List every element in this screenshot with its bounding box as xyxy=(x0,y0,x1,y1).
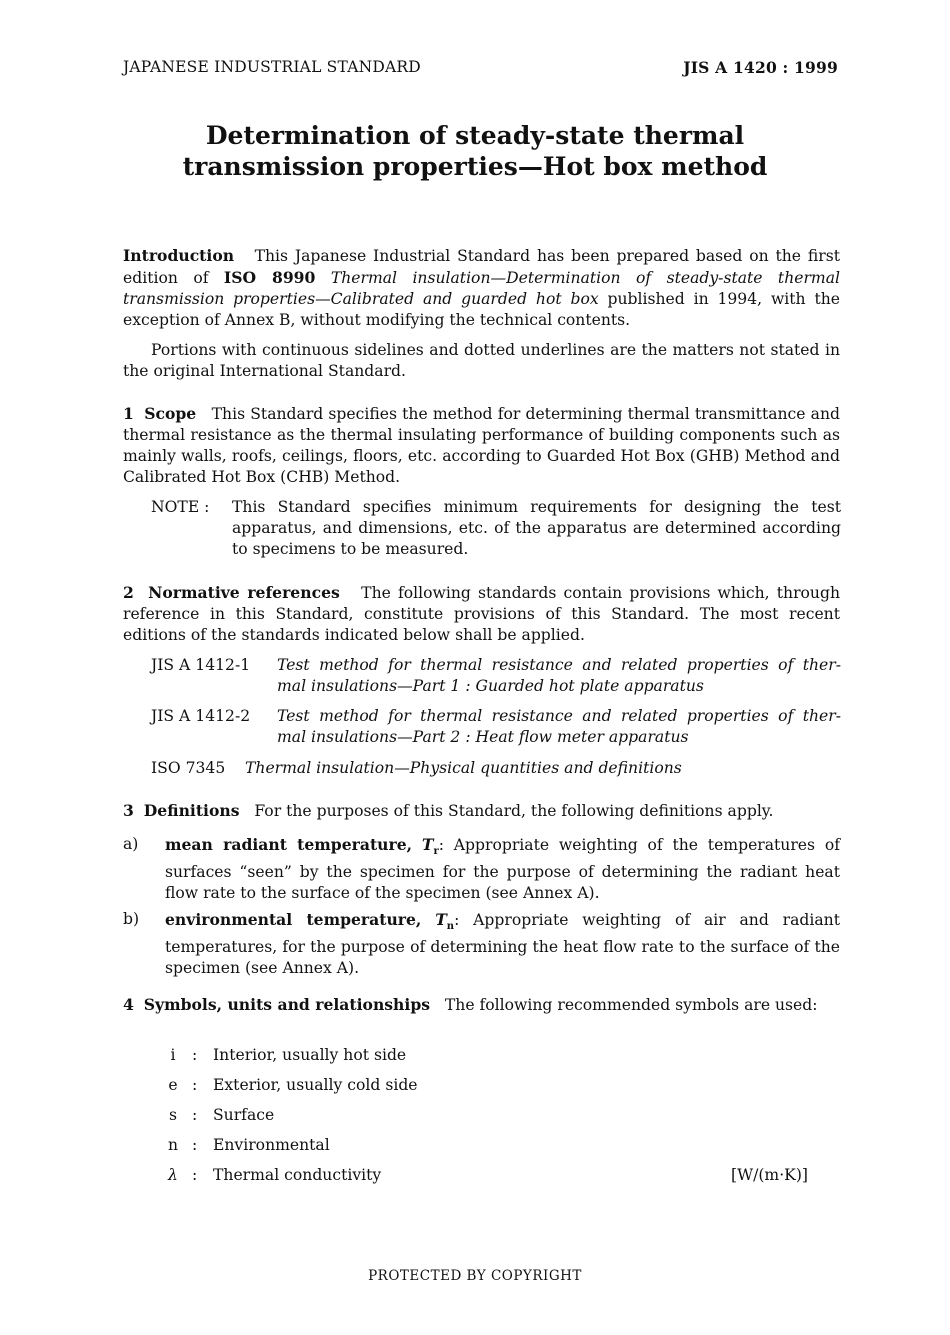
reference-title: Thermal insulation—Physical quantities and definitions xyxy=(245,759,682,777)
introduction-text-2: published in 1994, with the exception of Annex B, without modifying the technical contents. xyxy=(123,290,840,329)
symbol-description: Thermal conductivity xyxy=(213,1166,382,1184)
normative-text: The following standards contain provisions which, through reference in this Standard, constitute provisions of this Standard. The most recent editions of the standards indicated below shall be applied. xyxy=(123,584,840,644)
reference-title-line-2: mal insulations—Part 1 : Guarded hot plate apparatus xyxy=(277,677,704,695)
title-line-2: transmission properties—Hot box method xyxy=(182,152,768,181)
reference-title xyxy=(277,706,841,748)
iso-title: Thermal insulation—Determination of steady-state thermal transmission properties—Calibrated and guarded hot box xyxy=(123,269,840,308)
symbol-description: Exterior, usually cold side xyxy=(213,1076,418,1094)
reference-item xyxy=(151,758,841,779)
definition-text: : Appropriate weighting of the temperatures of surfaces “seen” by the specimen for the purpose of determining the radiant heat flow rate to the surface of the specimen (see Annex A). xyxy=(165,836,840,903)
symbol-colon: : xyxy=(192,1046,198,1064)
scope-text: This Standard specifies the method for determining thermal transmittance and thermal resistance as the thermal insulating performance of building components such as mainly walls, roofs, ceilings, floors, etc. according to Guarded Hot Box (GHB) Method and Calibrated Hot Box (CHB) Method. xyxy=(123,405,840,486)
introduction-heading: Introduction xyxy=(123,246,235,265)
definition-body xyxy=(165,909,840,979)
reference-code: ISO 7345 xyxy=(151,759,226,777)
scope-note xyxy=(151,497,841,560)
reference-title-line-1: Test method for thermal resistance and related properties of ther- xyxy=(277,707,841,725)
definition-symbol: T xyxy=(435,910,447,929)
title-line-1: Determination of steady-state thermal xyxy=(205,121,745,150)
symbol-description: Interior, usually hot side xyxy=(213,1046,407,1064)
copyright-footer: PROTECTED BY COPYRIGHT xyxy=(368,1268,582,1284)
introduction-text-1: This Japanese Industrial Standard has been prepared based on the first edition of xyxy=(123,247,841,287)
definitions-number: 3 xyxy=(123,801,134,820)
symbol-colon: : xyxy=(192,1106,198,1124)
note-text: This Standard specifies minimum requirements for designing the test apparatus, and dimensions, etc. of the apparatus are determined according to specimens to be measured. xyxy=(232,498,841,558)
normative-number: 2 xyxy=(123,583,134,602)
symbols-text: The following recommended symbols are used: xyxy=(444,996,818,1014)
definition-label: a) xyxy=(123,835,139,853)
symbol-row xyxy=(166,1045,816,1066)
symbol-row xyxy=(166,1105,816,1126)
header-left: JAPANESE INDUSTRIAL STANDARD xyxy=(123,58,421,76)
reference-code: JIS A 1412-2 xyxy=(151,707,251,725)
definitions-text: For the purposes of this Standard, the following definitions apply. xyxy=(254,802,774,820)
definition-symbol-sub: n xyxy=(446,921,455,933)
definition-body xyxy=(165,834,840,904)
symbol-description: Environmental xyxy=(213,1136,330,1154)
portions-paragraph: Portions with continuous sidelines and dotted underlines are the matters not stated in the original International Standard. xyxy=(123,341,840,380)
scope-number: 1 xyxy=(123,404,134,423)
normative-paragraph xyxy=(123,582,840,646)
definition-symbol-sub: r xyxy=(433,846,439,858)
symbol: e xyxy=(168,1076,178,1094)
definitions-heading: Definitions xyxy=(143,801,240,820)
symbol: n xyxy=(167,1136,179,1154)
reference-title xyxy=(277,655,841,697)
symbol-colon: : xyxy=(192,1136,198,1154)
definition-text: : Appropriate weighting of air and radiant temperatures, for the purpose of determining the heat flow rate to the surface of the specimen (see Annex A). xyxy=(165,911,840,978)
symbol: i xyxy=(170,1046,176,1064)
iso-reference: ISO 8990 xyxy=(223,268,316,287)
symbol-colon: : xyxy=(192,1076,198,1094)
symbol-colon: : xyxy=(192,1166,198,1184)
reference-title-line-1: Test method for thermal resistance and related properties of ther- xyxy=(277,656,841,674)
reference-title-line-2: mal insulations—Part 2 : Heat flow meter apparatus xyxy=(277,728,689,746)
definition-item xyxy=(123,909,840,978)
definitions-paragraph xyxy=(123,800,840,822)
symbol-unit: [W/(m·K)] xyxy=(730,1166,808,1184)
document-title xyxy=(0,120,950,182)
normative-heading: Normative references xyxy=(148,583,340,602)
symbols-heading: Symbols, units and relationships xyxy=(143,995,431,1014)
definition-symbol: T xyxy=(421,835,434,854)
reference-item xyxy=(151,655,841,697)
symbol-row xyxy=(166,1075,816,1096)
reference-item xyxy=(151,706,841,748)
introduction-paragraph xyxy=(123,245,840,331)
definition-label: b) xyxy=(123,910,140,928)
reference-code: JIS A 1412-1 xyxy=(151,656,251,674)
symbols-number: 4 xyxy=(123,995,134,1014)
scope-heading: Scope xyxy=(144,404,197,423)
symbol: s xyxy=(168,1106,177,1124)
symbols-paragraph xyxy=(123,994,840,1016)
header-right: JIS A 1420 : 1999 xyxy=(683,58,838,77)
definition-term: mean radiant temperature, xyxy=(165,835,413,854)
definition-term: environmental temperature, xyxy=(165,910,422,929)
symbol-row xyxy=(166,1135,816,1156)
symbol-description: Surface xyxy=(213,1106,275,1124)
symbol-row xyxy=(166,1165,816,1186)
definition-item xyxy=(123,834,840,903)
scope-paragraph xyxy=(123,403,840,488)
symbol: λ xyxy=(168,1166,178,1184)
note-label: NOTE : xyxy=(151,498,210,516)
